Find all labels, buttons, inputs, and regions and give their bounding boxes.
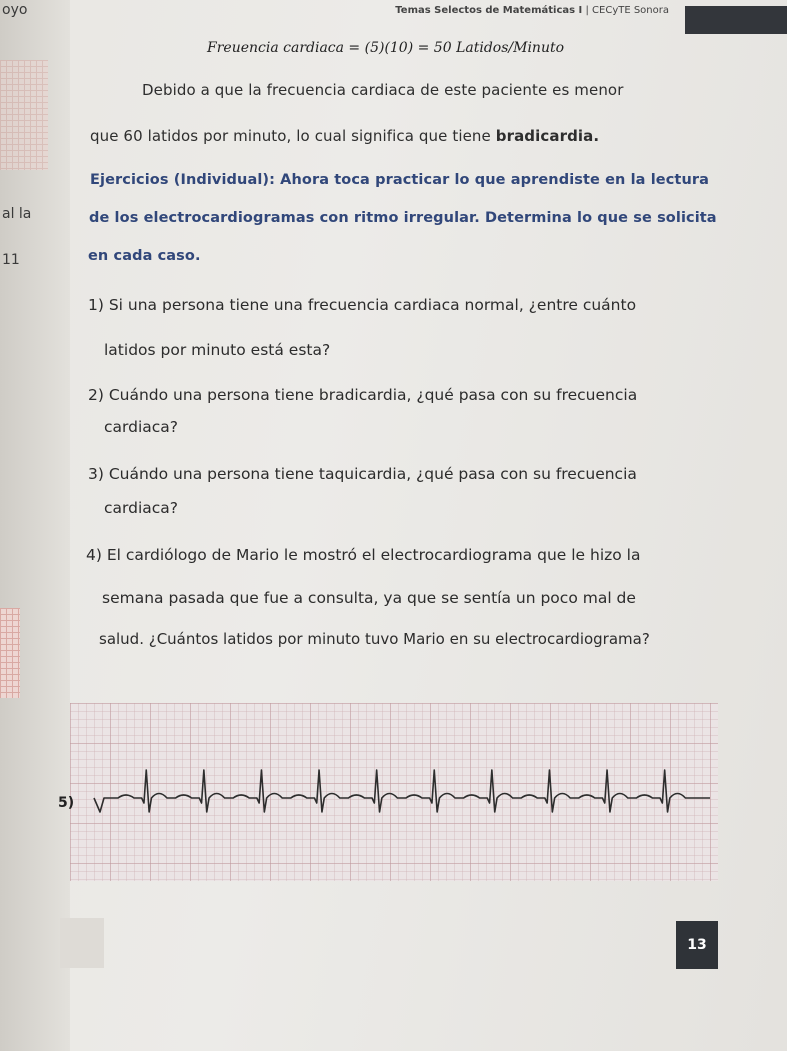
margin-text-2: al la	[2, 206, 32, 222]
paragraph-line-1: Debido a que la frecuencia cardiaca de este paciente es menor	[142, 81, 624, 99]
exercise-2-line-2: cardiaca?	[104, 418, 179, 436]
ecg-label: 5)	[58, 795, 75, 811]
exercise-4-line-1: 4) El cardiólogo de Mario le mostró el electrocardiograma que le hizo la	[86, 546, 641, 564]
previous-ecg-grid	[0, 60, 48, 170]
paragraph-line-2	[90, 127, 599, 145]
page-header	[395, 5, 669, 16]
header-course: Temas Selectos de Matemáticas I	[395, 5, 583, 16]
exercise-2-line-1: 2) Cuándo una persona tiene bradicardia, ¿qué pasa con su frecuencia	[88, 386, 638, 404]
header-institution: CECyTE Sonora	[592, 5, 669, 16]
bradicardia-term: bradicardia.	[495, 127, 600, 145]
exercise-4-line-2: semana pasada que fue a consulta, ya que se sentía un poco mal de	[102, 589, 636, 607]
margin-text-1: oyo	[2, 2, 28, 18]
ecg-strip	[70, 703, 718, 881]
ghost-page-number	[60, 918, 104, 968]
instruction-line-1: Ejercicios (Individual): Ahora toca practicar lo que aprendiste en la lectura	[90, 172, 710, 188]
paragraph-text: que 60 latidos por minuto, lo cual significa que tiene	[90, 127, 496, 145]
previous-grid-swatch	[0, 608, 20, 698]
instruction-line-2: de los electrocardiogramas con ritmo irregular. Determina lo que se solicita	[89, 210, 717, 226]
header-separator: |	[585, 5, 589, 16]
exercise-4-line-3: salud. ¿Cuántos latidos por minuto tuvo Mario en su electrocardiograma?	[99, 630, 650, 648]
margin-text-3: 11	[2, 252, 20, 268]
header-bar	[685, 6, 787, 34]
exercise-1-line-2: latidos por minuto está esta?	[104, 341, 331, 359]
exercise-3-line-2: cardiaca?	[104, 499, 179, 517]
exercise-1-line-1: 1) Si una persona tiene una frecuencia cardiaca normal, ¿entre cuánto	[88, 296, 637, 314]
heart-rate-formula: Freuencia cardiaca = (5)(10) = 50 Latidos/Minuto	[207, 40, 565, 56]
page-number: 13	[676, 921, 718, 969]
exercise-3-line-1: 3) Cuándo una persona tiene taquicardia, ¿qué pasa con su frecuencia	[88, 465, 637, 483]
previous-page-edge	[0, 0, 70, 1051]
instruction-line-3: en cada caso.	[88, 248, 201, 264]
ecg-waveform	[70, 703, 718, 881]
